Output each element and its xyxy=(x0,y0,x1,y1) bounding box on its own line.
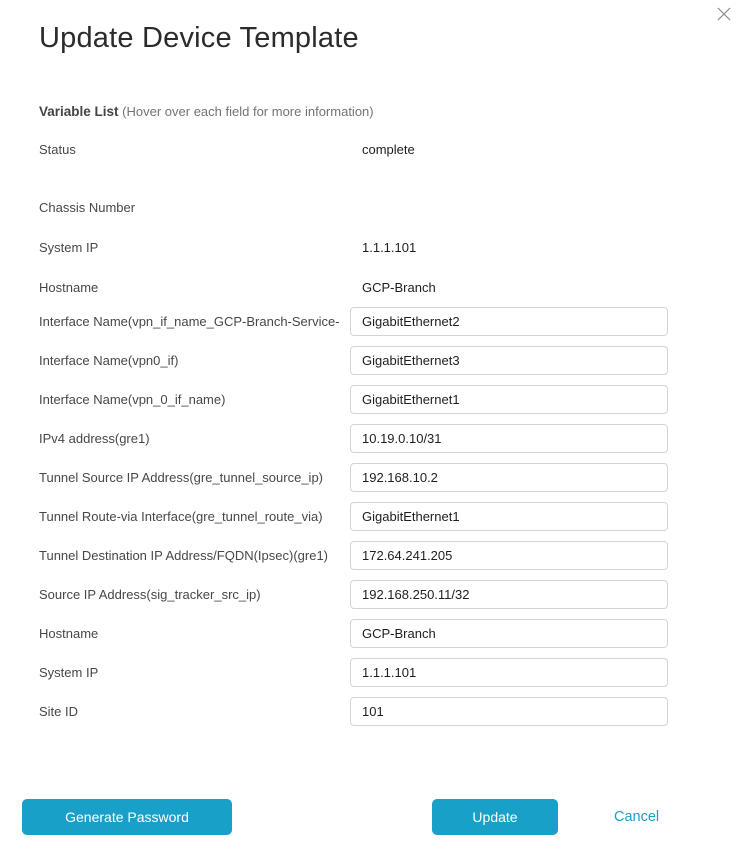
static-row xyxy=(39,129,732,169)
field-label: Tunnel Destination IP Address/FQDN(Ipsec)(gre1) xyxy=(39,547,329,563)
cancel-button[interactable]: Cancel xyxy=(606,799,667,835)
form-row xyxy=(39,580,732,608)
input-rows xyxy=(39,307,732,725)
variable-list-heading: Variable List xyxy=(39,104,119,119)
form-row xyxy=(39,502,732,530)
field-input[interactable] xyxy=(350,502,668,531)
field-label: Source IP Address(sig_tracker_src_ip) xyxy=(39,586,261,602)
field-input[interactable] xyxy=(350,658,668,687)
field-label: Interface Name(vpn_0_if_name) xyxy=(39,391,226,407)
field-label: System IP xyxy=(39,239,99,255)
form-row xyxy=(39,619,732,647)
update-button[interactable]: Update xyxy=(432,799,558,835)
variable-list-note: (Hover over each field for more information) xyxy=(122,104,374,119)
field-label: Status xyxy=(39,141,76,157)
form-row xyxy=(39,346,732,374)
field-value: 1.1.1.101 xyxy=(362,239,417,255)
field-input[interactable] xyxy=(350,385,668,414)
variable-list xyxy=(39,129,732,725)
field-label: System IP xyxy=(39,664,99,680)
field-label: Hostname xyxy=(39,279,99,295)
field-input[interactable] xyxy=(350,619,668,648)
form-row xyxy=(39,541,732,569)
form-row xyxy=(39,424,732,452)
field-label: Tunnel Route-via Interface(gre_tunnel_route_via) xyxy=(39,508,323,524)
page-title: Update Device Template xyxy=(39,22,359,54)
static-row xyxy=(39,187,732,227)
field-input[interactable] xyxy=(350,697,668,726)
variable-list-heading-line xyxy=(39,103,732,121)
static-rows xyxy=(39,129,732,307)
field-label: Site ID xyxy=(39,703,79,719)
static-row xyxy=(39,267,732,307)
field-label: Hostname xyxy=(39,625,99,641)
form-row xyxy=(39,307,732,335)
field-value: GCP-Branch xyxy=(362,279,436,295)
field-input[interactable] xyxy=(350,580,668,609)
field-value: complete xyxy=(362,141,415,157)
field-label: Interface Name(vpn_if_name_GCP-Branch-Service- xyxy=(39,313,340,329)
field-input[interactable] xyxy=(350,424,668,453)
form-row xyxy=(39,697,732,725)
form-row xyxy=(39,658,732,686)
field-input[interactable] xyxy=(350,307,668,336)
close-icon[interactable] xyxy=(715,5,733,23)
field-input[interactable] xyxy=(350,463,668,492)
field-label: Chassis Number xyxy=(39,199,136,215)
field-input[interactable] xyxy=(350,541,668,570)
static-row xyxy=(39,227,732,267)
form-row xyxy=(39,463,732,491)
modal-footer xyxy=(0,799,752,835)
field-input[interactable] xyxy=(350,346,668,375)
generate-password-button[interactable]: Generate Password xyxy=(22,799,232,835)
field-label: IPv4 address(gre1) xyxy=(39,430,150,446)
field-label: Tunnel Source IP Address(gre_tunnel_source_ip) xyxy=(39,469,324,485)
field-label: Interface Name(vpn0_if) xyxy=(39,352,179,368)
form-row xyxy=(39,385,732,413)
